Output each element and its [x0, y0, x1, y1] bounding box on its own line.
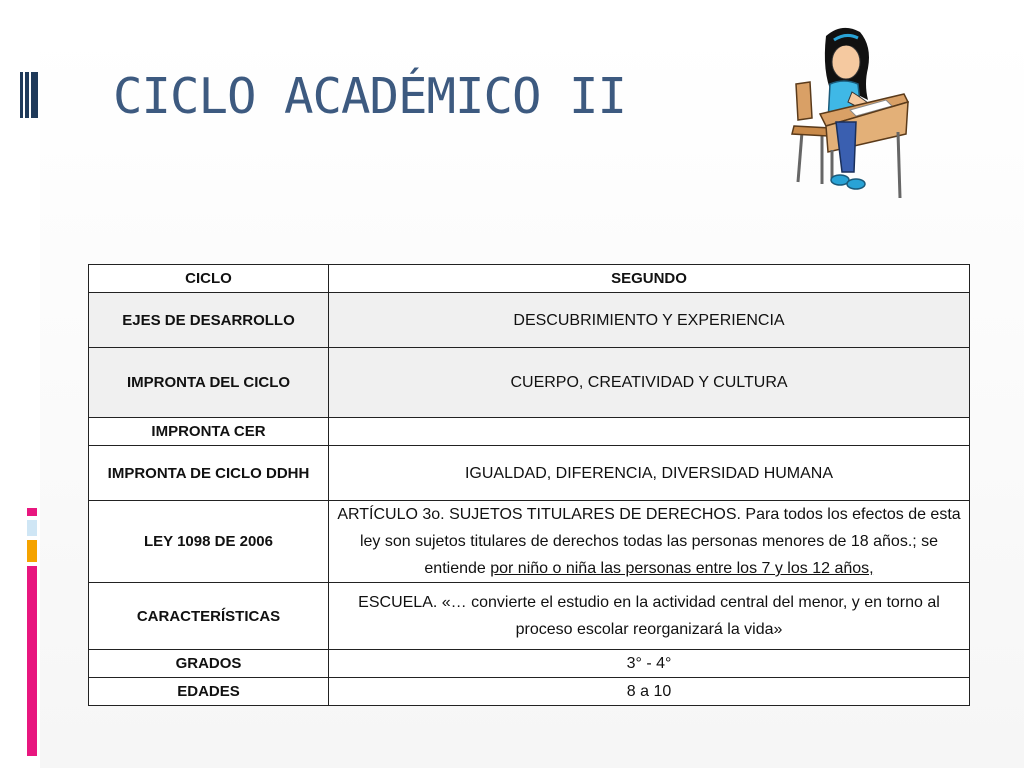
table-row [89, 348, 970, 418]
row-value: ESCUELA. «… convierte el estudio en la actividad central del menor, y en torno al proceso escolar reorganizará la vida» [329, 583, 970, 650]
table-row [89, 265, 970, 293]
girl-writing-at-desk-icon [782, 22, 912, 202]
side-accent-bars [27, 508, 39, 758]
row-label: IMPRONTA DEL CICLO [89, 348, 329, 418]
row-value: 8 a 10 [329, 678, 970, 706]
row-label: EDADES [89, 678, 329, 706]
row-value: DESCUBRIMIENTO Y EXPERIENCIA [329, 293, 970, 348]
row-value [329, 418, 970, 446]
row-label: EJES DE DESARROLLO [89, 293, 329, 348]
ley-text: ARTÍCULO 3o. SUJETOS TITULARES DE DERECHOS. Para todos los efectos de esta ley son sujetos titulares de derechos todas las personas menores de 18 años.; se entiende [337, 506, 961, 577]
row-label: GRADOS [89, 650, 329, 678]
table-row [89, 678, 970, 706]
row-value: 3° - 4° [329, 650, 970, 678]
row-label: CICLO [89, 265, 329, 293]
row-value: IGUALDAD, DIFERENCIA, DIVERSIDAD HUMANA [329, 446, 970, 501]
ciclo-info-table [88, 264, 970, 706]
row-value: CUERPO, CREATIVIDAD Y CULTURA [329, 348, 970, 418]
table-row [89, 650, 970, 678]
row-label: IMPRONTA CER [89, 418, 329, 446]
title-accent-bars [20, 72, 38, 118]
table-row [89, 501, 970, 583]
table-row [89, 293, 970, 348]
row-label: CARACTERÍSTICAS [89, 583, 329, 650]
row-value [329, 501, 970, 583]
slide-title: CICLO ACADÉMICO II [113, 68, 627, 125]
row-label: IMPRONTA DE CICLO DDHH [89, 446, 329, 501]
ley-underlined-text: por niño o niña las personas entre los 7 y los 12 años, [490, 560, 874, 577]
table-row [89, 418, 970, 446]
table-row [89, 583, 970, 650]
row-value: SEGUNDO [329, 265, 970, 293]
table-row [89, 446, 970, 501]
row-label: LEY 1098 DE 2006 [89, 501, 329, 583]
